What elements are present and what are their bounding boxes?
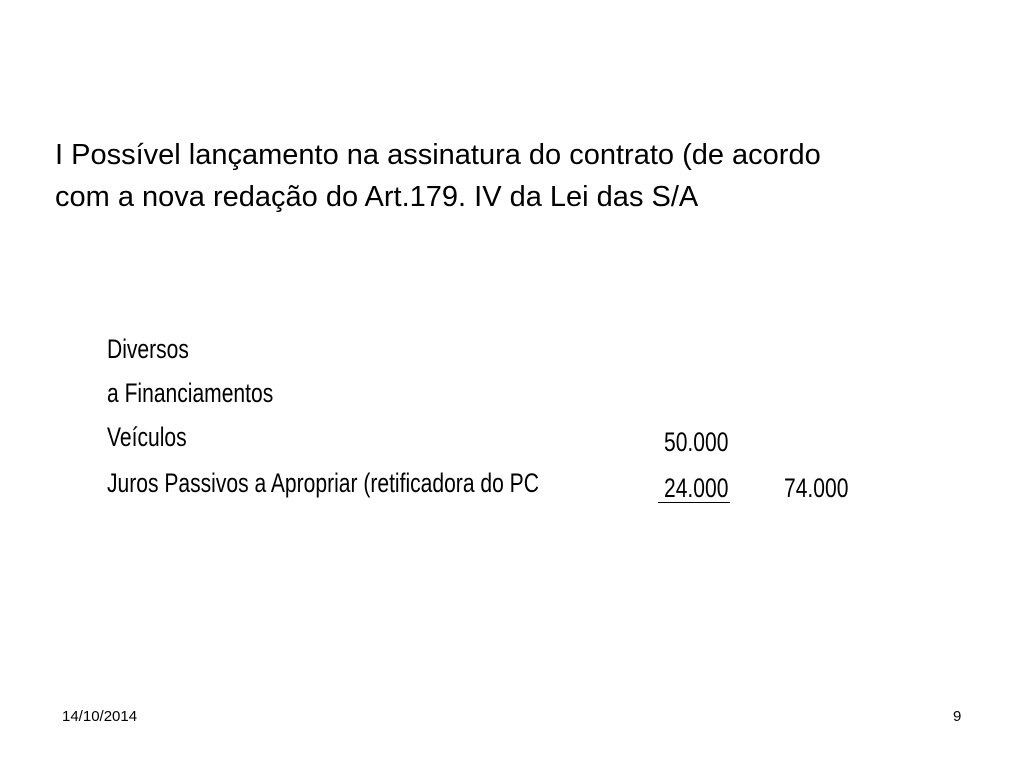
credit-account: a Financiamentos [107, 378, 274, 408]
entry-row-amount: 50.000 [664, 427, 729, 457]
entry-row-amount: 24.000 [664, 473, 729, 503]
title-line-2: com a nova redação do Art.179. IV da Lei das S/A [55, 181, 699, 213]
debit-header: Diversos [107, 334, 189, 364]
subtotal-underline [658, 502, 730, 503]
entry-total: 74.000 [784, 473, 849, 503]
slide-title [55, 134, 995, 218]
title-line-1: I Possível lançamento na assinatura do contrato (de acordo [55, 139, 821, 171]
entry-row-account: Veículos [107, 422, 187, 452]
entry-row-account: Juros Passivos a Apropriar (retificadora do PC [107, 468, 539, 498]
footer-date: 14/10/2014 [62, 708, 138, 725]
page-number: 9 [953, 708, 962, 725]
